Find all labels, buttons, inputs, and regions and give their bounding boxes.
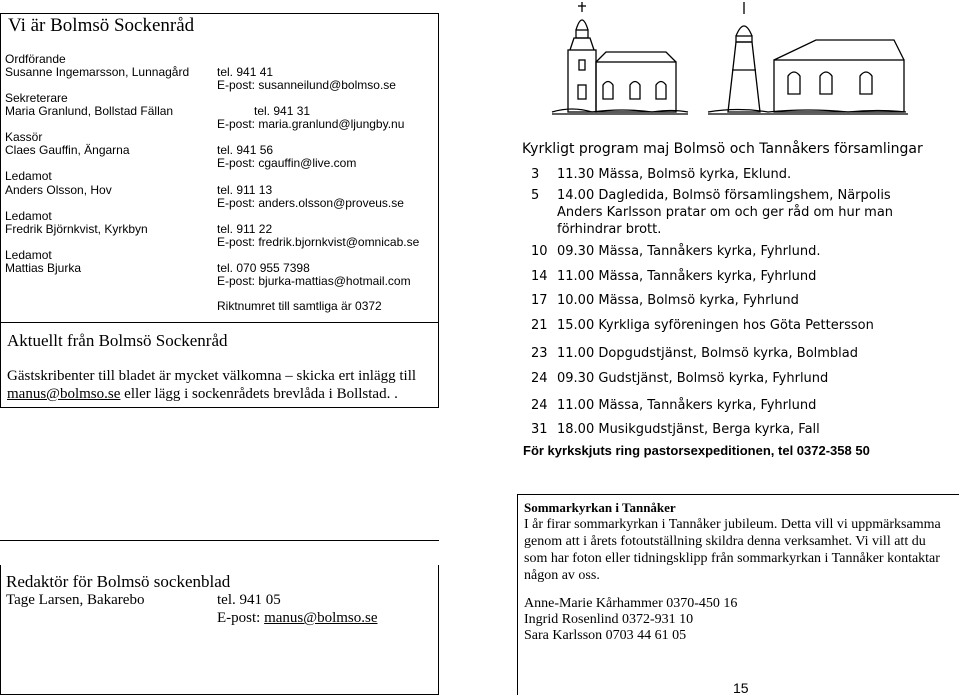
sommar-title: Sommarkyrkan i Tannåker <box>524 500 676 515</box>
program-day: 5 <box>531 188 540 203</box>
program-day: 24 <box>531 371 548 386</box>
aktuellt-title: Aktuellt från Bolmsö Sockenråd <box>7 331 228 350</box>
program-day: 24 <box>531 398 548 413</box>
aktuellt-body <box>7 367 437 403</box>
member-tel: tel. 911 22 <box>217 222 273 236</box>
program-text: 11.00 Mässa, Tannåkers kyrka, Fyhrlund <box>557 269 817 284</box>
member-tel: tel. 941 41 <box>217 65 274 79</box>
member-name: Susanne Ingemarsson, Lunnagård <box>5 65 190 79</box>
member-name: Claes Gauffin, Ängarna <box>5 143 130 157</box>
page-number: 15 <box>733 680 749 696</box>
aktuellt-divider <box>0 322 439 323</box>
program-text: 10.00 Mässa, Bolmsö kyrka, Fyhrlund <box>557 293 799 308</box>
contact-line: Anne-Marie Kårhammer 0370-450 16 <box>524 596 738 611</box>
role-label: Ledamot <box>5 169 52 183</box>
redaktor-name: Tage Larsen, Bakarebo <box>6 592 145 608</box>
member-email: E-post: susanneilund@bolmso.se <box>217 78 396 92</box>
program-text: 18.00 Musikgudstjänst, Berga kyrka, Fall <box>557 422 820 437</box>
member-email: E-post: bjurka-mattias@hotmail.com <box>217 274 411 288</box>
program-day: 10 <box>531 244 548 259</box>
role-label: Ledamot <box>5 209 52 223</box>
program-text: 14.00 Dagledida, Bolmsö församlingshem, Närpolis Anders Karlsson pratar om och ger råd om hur man förhindrar brott. <box>557 188 894 237</box>
sommar-body: I år firar sommarkyrkan i Tannåker jubileum. Detta vill vi uppmärksamma genom att i årets fotoutställning skildra denna verksamhet. Vi vill att du som har foton eller tidningsklipp från sommarkyrkan i Tannåker kontaktar någon av oss. <box>524 517 941 583</box>
member-name: Mattias Bjurka <box>5 261 82 275</box>
member-email: E-post: maria.granlund@ljungby.nu <box>217 117 405 131</box>
program-text: 15.00 Kyrkliga syföreningen hos Göta Pettersson <box>557 318 874 333</box>
transport-note: För kyrkskjuts ring pastorsexpeditionen, tel 0372-358 50 <box>523 443 870 458</box>
aktuellt-text: Gästskribenter till bladet är mycket välkomna – skicka ert inlägg till <box>7 368 417 384</box>
program-text: 09.30 Mässa, Tannåkers kyrka, Fyhrlund. <box>557 244 821 259</box>
member-tel: tel. 911 13 <box>217 183 273 197</box>
aktuellt-text-end: eller lägg i sockenrådets brevlåda i Bollstad. . <box>120 386 398 402</box>
member-name: Maria Granlund, Bollstad Fällan <box>5 104 174 118</box>
program-title: Kyrkligt program maj Bolmsö och Tannåkers församlingar <box>522 141 923 157</box>
role-label: Sekreterare <box>5 91 68 105</box>
member-tel: tel. 941 56 <box>217 143 274 157</box>
program-text: 11.00 Dopgudstjänst, Bolmsö kyrka, Bolmblad <box>557 346 858 361</box>
member-name: Fredrik Björnkvist, Kyrkbyn <box>5 222 148 236</box>
redaktor-email-link[interactable]: manus@bolmso.se <box>264 610 378 626</box>
redaktor-title: Redaktör för Bolmsö sockenblad <box>6 572 231 591</box>
area-code-note: Riktnumret till samtliga är 0372 <box>217 299 382 313</box>
member-name: Anders Olsson, Hov <box>5 183 112 197</box>
member-tel: tel. 070 955 7398 <box>217 261 310 275</box>
church-illustration <box>548 0 908 130</box>
program-day: 23 <box>531 346 548 361</box>
role-label: Kassör <box>5 130 43 144</box>
program-day: 17 <box>531 293 548 308</box>
board-title: Vi är Bolmsö Sockenråd <box>8 15 195 36</box>
program-day: 21 <box>531 318 548 333</box>
program-day: 31 <box>531 422 548 437</box>
redaktor-email-prefix: E-post: <box>217 610 265 626</box>
role-label: Ledamot <box>5 248 52 262</box>
redaktor-tel: tel. 941 05 <box>217 592 281 608</box>
role-label: Ordförande <box>5 52 66 66</box>
program-text: 11.30 Mässa, Bolmsö kyrka, Eklund. <box>557 167 792 182</box>
church-icon <box>548 0 908 130</box>
contact-line: Sara Karlsson 0703 44 61 05 <box>524 628 687 643</box>
program-day: 3 <box>531 167 540 182</box>
member-email: E-post: anders.olsson@proveus.se <box>217 196 404 210</box>
program-day: 14 <box>531 269 548 284</box>
member-tel: tel. 941 31 <box>254 104 311 118</box>
program-text: 11.00 Mässa, Tannåkers kyrka, Fyhrlund <box>557 398 817 413</box>
contact-line: Ingrid Rosenlind 0372-931 10 <box>524 612 694 627</box>
member-email: E-post: fredrik.bjornkvist@omnicab.se <box>217 235 420 249</box>
member-email: E-post: cgauffin@live.com <box>217 156 357 170</box>
redaktor-email-line <box>217 610 378 627</box>
program-text: 09.30 Gudstjänst, Bolmsö kyrka, Fyhrlund <box>557 371 829 386</box>
email-link[interactable]: manus@bolmso.se <box>7 386 121 402</box>
